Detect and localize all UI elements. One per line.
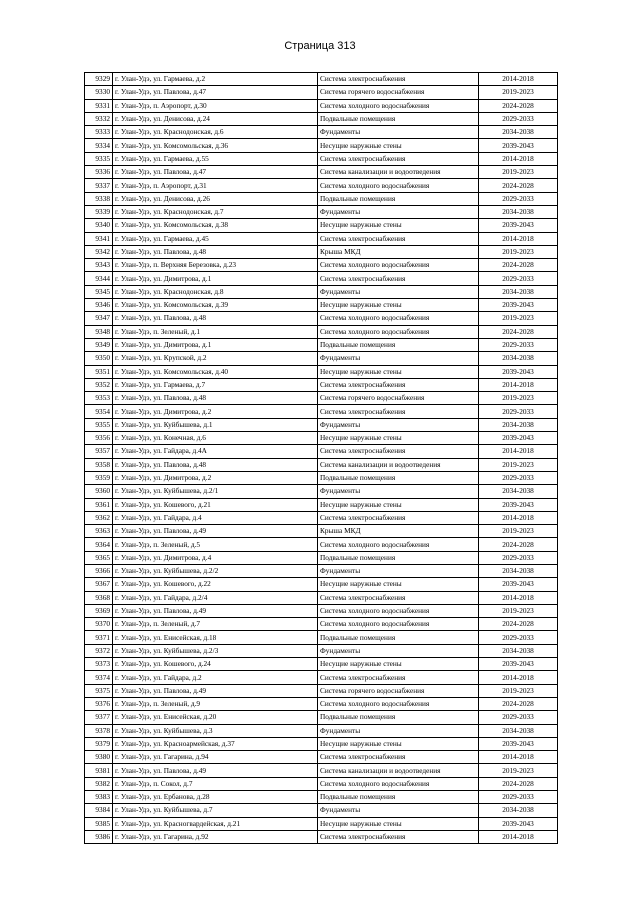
system-cell: Система электроснабжения <box>318 830 479 843</box>
address-cell: г. Улан-Удэ, ул. Енисейская, д.18 <box>113 631 318 644</box>
table-row <box>85 179 558 192</box>
system-cell: Система электроснабжения <box>318 232 479 245</box>
table-row <box>85 551 558 564</box>
table-row <box>85 671 558 684</box>
address-cell: г. Улан-Удэ, ул. Павлова, д.47 <box>113 166 318 179</box>
period-cell: 2024-2028 <box>479 259 558 272</box>
table-row <box>85 99 558 112</box>
address-cell: г. Улан-Удэ, п. Зеленый, д.1 <box>113 325 318 338</box>
period-cell: 2029-2033 <box>479 338 558 351</box>
period-cell: 2014-2018 <box>479 378 558 391</box>
table-row <box>85 299 558 312</box>
system-cell: Подвальные помещения <box>318 338 479 351</box>
table-row <box>85 591 558 604</box>
period-cell: 2029-2033 <box>479 631 558 644</box>
period-cell: 2039-2043 <box>479 737 558 750</box>
table-row <box>85 219 558 232</box>
address-cell: г. Улан-Удэ, ул. Куйбышева, д.7 <box>113 804 318 817</box>
row-number-cell: 9356 <box>85 432 113 445</box>
row-number-cell: 9347 <box>85 312 113 325</box>
period-cell: 2029-2033 <box>479 112 558 125</box>
address-cell: г. Улан-Удэ, п. Верхняя Березовка, д.23 <box>113 259 318 272</box>
row-number-cell: 9385 <box>85 817 113 830</box>
period-cell: 2034-2038 <box>479 285 558 298</box>
system-cell: Система канализации и водоотведения <box>318 764 479 777</box>
period-cell: 2039-2043 <box>479 219 558 232</box>
system-cell: Система электроснабжения <box>318 272 479 285</box>
system-cell: Несущие наружные стены <box>318 299 479 312</box>
address-cell: г. Улан-Удэ, ул. Павлова, д.48 <box>113 392 318 405</box>
row-number-cell: 9329 <box>85 73 113 86</box>
address-cell: г. Улан-Удэ, ул. Краснодонская, д.7 <box>113 205 318 218</box>
row-number-cell: 9371 <box>85 631 113 644</box>
address-cell: г. Улан-Удэ, ул. Денисова, д.24 <box>113 112 318 125</box>
address-cell: г. Улан-Удэ, ул. Кошевого, д.21 <box>113 498 318 511</box>
system-cell: Подвальные помещения <box>318 711 479 724</box>
system-cell: Фундаменты <box>318 285 479 298</box>
row-number-cell: 9364 <box>85 538 113 551</box>
address-cell: г. Улан-Удэ, ул. Павлова, д.48 <box>113 458 318 471</box>
period-cell: 2034-2038 <box>479 126 558 139</box>
address-cell: г. Улан-Удэ, ул. Куйбышева, д.2/1 <box>113 485 318 498</box>
system-cell: Система холодного водоснабжения <box>318 325 479 338</box>
system-cell: Подвальные помещения <box>318 471 479 484</box>
row-number-cell: 9345 <box>85 285 113 298</box>
address-cell: г. Улан-Удэ, ул. Комсомольская, д.36 <box>113 139 318 152</box>
table-row <box>85 259 558 272</box>
period-cell: 2014-2018 <box>479 73 558 86</box>
table-row <box>85 791 558 804</box>
period-cell: 2034-2038 <box>479 352 558 365</box>
address-cell: г. Улан-Удэ, ул. Гайдара, д.4А <box>113 445 318 458</box>
period-cell: 2039-2043 <box>479 658 558 671</box>
period-cell: 2019-2023 <box>479 684 558 697</box>
address-cell: г. Улан-Удэ, ул. Енисейская, д.20 <box>113 711 318 724</box>
row-number-cell: 9339 <box>85 205 113 218</box>
row-number-cell: 9330 <box>85 86 113 99</box>
address-cell: г. Улан-Удэ, ул. Денисова, д.26 <box>113 192 318 205</box>
period-cell: 2029-2033 <box>479 471 558 484</box>
system-cell: Система холодного водоснабжения <box>318 538 479 551</box>
system-cell: Система холодного водоснабжения <box>318 697 479 710</box>
row-number-cell: 9338 <box>85 192 113 205</box>
address-cell: г. Улан-Удэ, ул. Ербанова, д.28 <box>113 791 318 804</box>
period-cell: 2024-2028 <box>479 618 558 631</box>
table-row <box>85 538 558 551</box>
row-number-cell: 9336 <box>85 166 113 179</box>
row-number-cell: 9337 <box>85 179 113 192</box>
system-cell: Система электроснабжения <box>318 671 479 684</box>
row-number-cell: 9357 <box>85 445 113 458</box>
table-row <box>85 365 558 378</box>
table-row <box>85 458 558 471</box>
table-row <box>85 152 558 165</box>
row-number-cell: 9369 <box>85 604 113 617</box>
table-row <box>85 285 558 298</box>
table-row <box>85 830 558 843</box>
period-cell: 2019-2023 <box>479 604 558 617</box>
table-row <box>85 804 558 817</box>
period-cell: 2019-2023 <box>479 245 558 258</box>
address-cell: г. Улан-Удэ, ул. Куйбышева, д.3 <box>113 724 318 737</box>
table-row <box>85 751 558 764</box>
period-cell: 2029-2033 <box>479 272 558 285</box>
period-cell: 2039-2043 <box>479 299 558 312</box>
address-cell: г. Улан-Удэ, ул. Красногвардейская, д.21 <box>113 817 318 830</box>
row-number-cell: 9340 <box>85 219 113 232</box>
row-number-cell: 9358 <box>85 458 113 471</box>
system-cell: Система горячего водоснабжения <box>318 392 479 405</box>
table-row <box>85 192 558 205</box>
address-cell: г. Улан-Удэ, ул. Димитрова, д.2 <box>113 471 318 484</box>
table-row <box>85 445 558 458</box>
row-number-cell: 9341 <box>85 232 113 245</box>
period-cell: 2024-2028 <box>479 538 558 551</box>
system-cell: Фундаменты <box>318 724 479 737</box>
address-cell: г. Улан-Удэ, ул. Кошевого, д.24 <box>113 658 318 671</box>
address-cell: г. Улан-Удэ, ул. Гагарина, д.94 <box>113 751 318 764</box>
system-cell: Несущие наружные стены <box>318 658 479 671</box>
address-cell: г. Улан-Удэ, ул. Краснодонская, д.6 <box>113 126 318 139</box>
table-row <box>85 631 558 644</box>
table-row <box>85 817 558 830</box>
period-cell: 2014-2018 <box>479 232 558 245</box>
table-row <box>85 325 558 338</box>
table-row <box>85 618 558 631</box>
address-cell: г. Улан-Удэ, ул. Комсомольская, д.39 <box>113 299 318 312</box>
period-cell: 2039-2043 <box>479 139 558 152</box>
address-cell: г. Улан-Удэ, ул. Гайдара, д.2 <box>113 671 318 684</box>
system-cell: Крыша МКД <box>318 525 479 538</box>
period-cell: 2039-2043 <box>479 432 558 445</box>
address-cell: г. Улан-Удэ, п. Аэропорт, д.31 <box>113 179 318 192</box>
period-cell: 2024-2028 <box>479 697 558 710</box>
system-cell: Фундаменты <box>318 564 479 577</box>
row-number-cell: 9379 <box>85 737 113 750</box>
period-cell: 2029-2033 <box>479 192 558 205</box>
system-cell: Система канализации и водоотведения <box>318 166 479 179</box>
address-cell: г. Улан-Удэ, п. Аэропорт, д.30 <box>113 99 318 112</box>
row-number-cell: 9332 <box>85 112 113 125</box>
table-row <box>85 245 558 258</box>
table-row <box>85 644 558 657</box>
system-cell: Несущие наружные стены <box>318 817 479 830</box>
row-number-cell: 9360 <box>85 485 113 498</box>
row-number-cell: 9354 <box>85 405 113 418</box>
period-cell: 2039-2043 <box>479 578 558 591</box>
address-cell: г. Улан-Удэ, ул. Павлова, д.49 <box>113 684 318 697</box>
row-number-cell: 9375 <box>85 684 113 697</box>
table-row <box>85 471 558 484</box>
row-number-cell: 9373 <box>85 658 113 671</box>
system-cell: Несущие наружные стены <box>318 365 479 378</box>
table-row <box>85 112 558 125</box>
system-cell: Фундаменты <box>318 644 479 657</box>
row-number-cell: 9376 <box>85 697 113 710</box>
row-number-cell: 9353 <box>85 392 113 405</box>
row-number-cell: 9367 <box>85 578 113 591</box>
address-cell: г. Улан-Удэ, ул. Димитрова, д.1 <box>113 272 318 285</box>
system-cell: Несущие наружные стены <box>318 219 479 232</box>
system-cell: Система канализации и водоотведения <box>318 458 479 471</box>
period-cell: 2024-2028 <box>479 325 558 338</box>
address-cell: г. Улан-Удэ, п. Зеленый, д.9 <box>113 697 318 710</box>
system-cell: Система горячего водоснабжения <box>318 684 479 697</box>
system-cell: Фундаменты <box>318 418 479 431</box>
row-number-cell: 9334 <box>85 139 113 152</box>
table-row <box>85 418 558 431</box>
period-cell: 2019-2023 <box>479 86 558 99</box>
address-cell: г. Улан-Удэ, п. Сокол, д.7 <box>113 777 318 790</box>
system-cell: Система холодного водоснабжения <box>318 259 479 272</box>
system-cell: Система электроснабжения <box>318 152 479 165</box>
table-row <box>85 697 558 710</box>
table-row <box>85 272 558 285</box>
table-row <box>85 684 558 697</box>
table-row <box>85 232 558 245</box>
address-cell: г. Улан-Удэ, ул. Павлова, д.49 <box>113 525 318 538</box>
period-cell: 2014-2018 <box>479 591 558 604</box>
row-number-cell: 9331 <box>85 99 113 112</box>
row-number-cell: 9370 <box>85 618 113 631</box>
system-cell: Система электроснабжения <box>318 378 479 391</box>
period-cell: 2034-2038 <box>479 485 558 498</box>
period-cell: 2034-2038 <box>479 804 558 817</box>
table-row <box>85 511 558 524</box>
address-cell: г. Улан-Удэ, ул. Конечная, д.6 <box>113 432 318 445</box>
period-cell: 2014-2018 <box>479 445 558 458</box>
table-row <box>85 737 558 750</box>
period-cell: 2014-2018 <box>479 830 558 843</box>
address-cell: г. Улан-Удэ, ул. Комсомольская, д.38 <box>113 219 318 232</box>
address-cell: г. Улан-Удэ, ул. Павлова, д.49 <box>113 764 318 777</box>
period-cell: 2024-2028 <box>479 179 558 192</box>
row-number-cell: 9381 <box>85 764 113 777</box>
system-cell: Система холодного водоснабжения <box>318 618 479 631</box>
period-cell: 2034-2038 <box>479 644 558 657</box>
row-number-cell: 9359 <box>85 471 113 484</box>
system-cell: Система электроснабжения <box>318 445 479 458</box>
table-row <box>85 498 558 511</box>
period-cell: 2019-2023 <box>479 392 558 405</box>
table-row <box>85 378 558 391</box>
address-cell: г. Улан-Удэ, ул. Гармаева, д.55 <box>113 152 318 165</box>
system-cell: Фундаменты <box>318 485 479 498</box>
row-number-cell: 9348 <box>85 325 113 338</box>
period-cell: 2039-2043 <box>479 365 558 378</box>
row-number-cell: 9350 <box>85 352 113 365</box>
row-number-cell: 9349 <box>85 338 113 351</box>
system-cell: Подвальные помещения <box>318 631 479 644</box>
row-number-cell: 9382 <box>85 777 113 790</box>
table-row <box>85 764 558 777</box>
address-cell: г. Улан-Удэ, ул. Гармаева, д.7 <box>113 378 318 391</box>
row-number-cell: 9342 <box>85 245 113 258</box>
system-cell: Система холодного водоснабжения <box>318 604 479 617</box>
period-cell: 2019-2023 <box>479 458 558 471</box>
address-cell: г. Улан-Удэ, ул. Гайдара, д.2/4 <box>113 591 318 604</box>
system-cell: Несущие наружные стены <box>318 432 479 445</box>
period-cell: 2034-2038 <box>479 724 558 737</box>
period-cell: 2024-2028 <box>479 777 558 790</box>
address-cell: г. Улан-Удэ, ул. Кошевого, д.22 <box>113 578 318 591</box>
system-cell: Система горячего водоснабжения <box>318 86 479 99</box>
table-row <box>85 86 558 99</box>
address-cell: г. Улан-Удэ, ул. Крупской, д.2 <box>113 352 318 365</box>
system-cell: Подвальные помещения <box>318 551 479 564</box>
address-cell: г. Улан-Удэ, ул. Павлова, д.48 <box>113 245 318 258</box>
address-cell: г. Улан-Удэ, ул. Красноармейская, д.37 <box>113 737 318 750</box>
row-number-cell: 9386 <box>85 830 113 843</box>
address-cell: г. Улан-Удэ, ул. Павлова, д.47 <box>113 86 318 99</box>
address-cell: г. Улан-Удэ, ул. Куйбышева, д.2/3 <box>113 644 318 657</box>
system-cell: Подвальные помещения <box>318 192 479 205</box>
system-cell: Фундаменты <box>318 205 479 218</box>
row-number-cell: 9368 <box>85 591 113 604</box>
period-cell: 2019-2023 <box>479 166 558 179</box>
system-cell: Фундаменты <box>318 352 479 365</box>
system-cell: Система электроснабжения <box>318 405 479 418</box>
period-cell: 2029-2033 <box>479 711 558 724</box>
period-cell: 2014-2018 <box>479 152 558 165</box>
period-cell: 2019-2023 <box>479 312 558 325</box>
address-cell: г. Улан-Удэ, ул. Гармаева, д.2 <box>113 73 318 86</box>
table-row <box>85 166 558 179</box>
row-number-cell: 9378 <box>85 724 113 737</box>
table-row <box>85 312 558 325</box>
system-cell: Система холодного водоснабжения <box>318 777 479 790</box>
row-number-cell: 9365 <box>85 551 113 564</box>
system-cell: Система электроснабжения <box>318 73 479 86</box>
row-number-cell: 9366 <box>85 564 113 577</box>
row-number-cell: 9372 <box>85 644 113 657</box>
table-row <box>85 432 558 445</box>
address-cell: г. Улан-Удэ, ул. Павлова, д.48 <box>113 312 318 325</box>
row-number-cell: 9377 <box>85 711 113 724</box>
system-cell: Несущие наружные стены <box>318 737 479 750</box>
address-cell: г. Улан-Удэ, ул. Димитрова, д.4 <box>113 551 318 564</box>
system-cell: Подвальные помещения <box>318 112 479 125</box>
row-number-cell: 9333 <box>85 126 113 139</box>
table-row <box>85 392 558 405</box>
system-cell: Фундаменты <box>318 804 479 817</box>
period-cell: 2019-2023 <box>479 764 558 777</box>
system-cell: Система электроснабжения <box>318 751 479 764</box>
table-row <box>85 126 558 139</box>
system-cell: Система холодного водоснабжения <box>318 312 479 325</box>
row-number-cell: 9374 <box>85 671 113 684</box>
address-cell: г. Улан-Удэ, ул. Димитрова, д.2 <box>113 405 318 418</box>
table-row <box>85 564 558 577</box>
row-number-cell: 9362 <box>85 511 113 524</box>
address-cell: г. Улан-Удэ, ул. Гармаева, д.45 <box>113 232 318 245</box>
row-number-cell: 9384 <box>85 804 113 817</box>
period-cell: 2034-2038 <box>479 418 558 431</box>
table-row <box>85 352 558 365</box>
table-row <box>85 338 558 351</box>
row-number-cell: 9352 <box>85 378 113 391</box>
address-cell: г. Улан-Удэ, ул. Димитрова, д.1 <box>113 338 318 351</box>
registry-table <box>84 72 558 844</box>
row-number-cell: 9346 <box>85 299 113 312</box>
table-row <box>85 485 558 498</box>
period-cell: 2034-2038 <box>479 564 558 577</box>
table-row <box>85 604 558 617</box>
period-cell: 2014-2018 <box>479 671 558 684</box>
table-row <box>85 73 558 86</box>
period-cell: 2039-2043 <box>479 817 558 830</box>
period-cell: 2029-2033 <box>479 405 558 418</box>
period-cell: 2034-2038 <box>479 205 558 218</box>
row-number-cell: 9361 <box>85 498 113 511</box>
system-cell: Система холодного водоснабжения <box>318 179 479 192</box>
system-cell: Несущие наружные стены <box>318 139 479 152</box>
row-number-cell: 9383 <box>85 791 113 804</box>
address-cell: г. Улан-Удэ, ул. Куйбышева, д.1 <box>113 418 318 431</box>
table-row <box>85 405 558 418</box>
address-cell: г. Улан-Удэ, ул. Комсомольская, д.40 <box>113 365 318 378</box>
system-cell: Крыша МКД <box>318 245 479 258</box>
period-cell: 2029-2033 <box>479 551 558 564</box>
table-row <box>85 777 558 790</box>
period-cell: 2014-2018 <box>479 511 558 524</box>
row-number-cell: 9344 <box>85 272 113 285</box>
period-cell: 2019-2023 <box>479 525 558 538</box>
period-cell: 2039-2043 <box>479 498 558 511</box>
row-number-cell: 9343 <box>85 259 113 272</box>
row-number-cell: 9355 <box>85 418 113 431</box>
row-number-cell: 9335 <box>85 152 113 165</box>
address-cell: г. Улан-Удэ, ул. Гайдара, д.4 <box>113 511 318 524</box>
address-cell: г. Улан-Удэ, ул. Павлова, д.49 <box>113 604 318 617</box>
table-row <box>85 578 558 591</box>
period-cell: 2014-2018 <box>479 751 558 764</box>
system-cell: Подвальные помещения <box>318 791 479 804</box>
system-cell: Система холодного водоснабжения <box>318 99 479 112</box>
table-row <box>85 525 558 538</box>
period-cell: 2024-2028 <box>479 99 558 112</box>
table-row <box>85 205 558 218</box>
registry-table-body <box>85 73 558 844</box>
row-number-cell: 9363 <box>85 525 113 538</box>
system-cell: Несущие наружные стены <box>318 578 479 591</box>
system-cell: Система электроснабжения <box>318 591 479 604</box>
table-row <box>85 711 558 724</box>
period-cell: 2029-2033 <box>479 791 558 804</box>
table-row <box>85 724 558 737</box>
address-cell: г. Улан-Удэ, ул. Гагарина, д.92 <box>113 830 318 843</box>
address-cell: г. Улан-Удэ, п. Зеленый, д.5 <box>113 538 318 551</box>
address-cell: г. Улан-Удэ, ул. Куйбышева, д.2/2 <box>113 564 318 577</box>
system-cell: Фундаменты <box>318 126 479 139</box>
address-cell: г. Улан-Удэ, п. Зеленый, д.7 <box>113 618 318 631</box>
table-row <box>85 139 558 152</box>
row-number-cell: 9351 <box>85 365 113 378</box>
page-header: Страница 313 <box>284 40 356 52</box>
row-number-cell: 9380 <box>85 751 113 764</box>
system-cell: Несущие наружные стены <box>318 498 479 511</box>
address-cell: г. Улан-Удэ, ул. Краснодонская, д.8 <box>113 285 318 298</box>
table-row <box>85 658 558 671</box>
system-cell: Система электроснабжения <box>318 511 479 524</box>
